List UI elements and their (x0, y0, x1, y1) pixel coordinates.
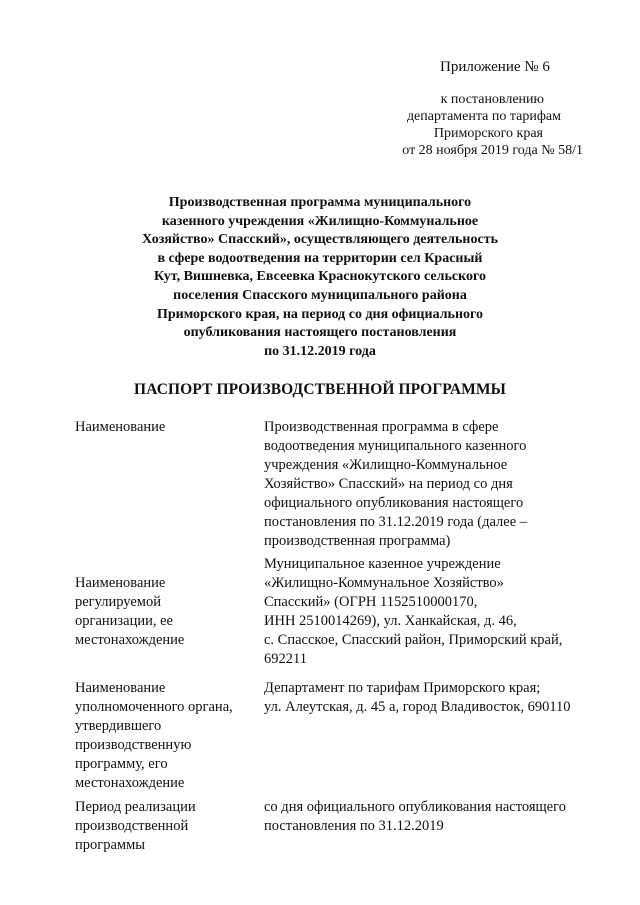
label-line: местонахождение (75, 632, 185, 648)
value-line: со дня официального опубликования настоящего (264, 799, 566, 815)
passport-title: ПАСПОРТ ПРОИЗВОДСТВЕННОЙ ПРОГРАММЫ (134, 381, 506, 398)
heading-line: в сфере водоотведения на территории сел Красный (157, 250, 483, 266)
value-line: Производственная программа в сфере (264, 419, 499, 435)
label-line: Наименование (75, 419, 166, 435)
row-label-authority (75, 679, 233, 793)
value-line: Спасский» (ОГРН 1152510000170, (264, 594, 478, 610)
heading-line: поселения Спасского муниципального района (173, 287, 467, 303)
value-line: постановления по 31.12.2019 года (далее – (264, 514, 528, 530)
value-line: Хозяйство» Спасский» на период со дня (264, 476, 513, 492)
row-label-name (75, 418, 165, 437)
label-line: местонахождение (75, 775, 185, 791)
value-line: постановления по 31.12.2019 (264, 818, 444, 834)
row-label-organization (75, 574, 184, 650)
value-line: официального опубликования настоящего (264, 495, 524, 511)
heading-line: Хозяйство» Спасский», осуществляющего деятельность (142, 232, 498, 248)
value-line: Муниципальное казенное учреждение (264, 556, 501, 572)
appendix-line: департамента по тарифам (406, 109, 561, 124)
row-value-authority (264, 679, 571, 717)
label-line: организации, ее (75, 613, 173, 629)
row-value-name (264, 418, 527, 551)
label-line: Наименование (75, 575, 166, 591)
document-heading (100, 194, 540, 361)
value-line: Департамент по тарифам Приморского края; (264, 680, 541, 696)
value-line: учреждения «Жилищно-Коммунальное (264, 457, 508, 473)
row-label-period (75, 798, 196, 855)
value-line: водоотведения муниципального казенного (264, 438, 527, 454)
heading-line: Кут, Вишневка, Евсеевка Краснокутского сельского (153, 269, 487, 285)
heading-line: Приморского края, на период со дня официального (156, 306, 484, 322)
label-line: производственной (75, 818, 189, 834)
heading-line: казенного учреждения «Жилищно-Коммунальное (161, 213, 479, 229)
value-line: производственная программа) (264, 533, 451, 549)
appendix-line: от 28 ноября 2019 года № 58/1 (402, 143, 583, 158)
value-line: ИНН 2510014269), ул. Ханкайская, д. 46, (264, 613, 517, 629)
appendix-number: Приложение № 6 (440, 59, 550, 75)
value-line: «Жилищно-Коммунальное Хозяйство» (264, 575, 504, 591)
label-line: утвердившего (75, 718, 162, 734)
label-line: Наименование (75, 680, 166, 696)
label-line: программу, его (75, 756, 168, 772)
appendix-line: к постановлению (440, 92, 544, 107)
row-value-organization (264, 555, 562, 669)
label-line: уполномоченного органа, (75, 699, 233, 715)
heading-line: опубликования настоящего постановления (183, 325, 457, 341)
heading-line: по 31.12.2019 года (264, 343, 376, 359)
value-line: с. Спасское, Спасский район, Приморский край, (264, 632, 563, 648)
row-value-period (264, 798, 566, 836)
label-line: программы (75, 837, 145, 853)
label-line: производственную (75, 737, 192, 753)
value-line: ул. Алеутская, д. 45 а, город Владивосток, 690110 (264, 699, 571, 715)
label-line: регулируемой (75, 594, 161, 610)
label-line: Период реализации (75, 799, 196, 815)
heading-line: Производственная программа муниципального (168, 195, 472, 210)
appendix-line: Приморского края (433, 126, 543, 141)
value-line: 692211 (264, 651, 307, 667)
